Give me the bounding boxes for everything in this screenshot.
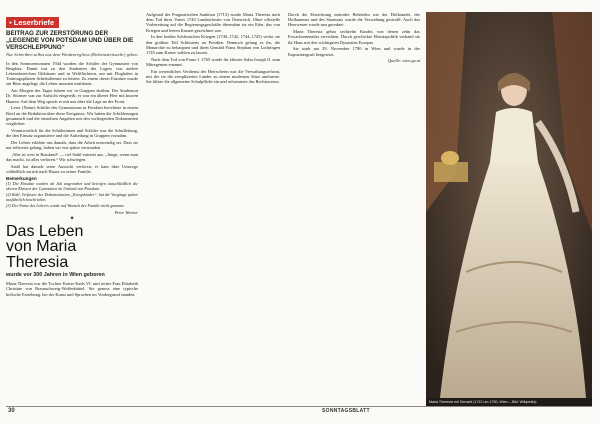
article-paragraph: Nach dem Tod von Franz I. 1765 wurde ihr ältester Sohn Joseph II. zum Mitregenten ernannt. [146,56,280,68]
journal-name: SONNTAGSBLATT [322,408,370,414]
article-paragraph: Maria Theresia war die Tochter Kaiser Karls VI. und seiner Frau Elisabeth Christine von Braunschweig-Wolfenbüttel. Sie genoss eine typische höfische Erziehung, bei der Kunst und Sprachen im Vordergrund standen. [6,281,138,297]
article-paragraph: In den beiden Schlesischen Kriegen (1740–1742, 1744–1745) verlor sie den größten Teil Schlesiens an Preußen. Dennoch gelang es ihr, die Monarchie zu behaupten und ihren Gemahl Franz Stephan von Lothringen 1745 zum Kaiser wählen zu lassen. [146,34,280,56]
article-title-line1: Das Leben [6,222,84,240]
article-title [6,224,138,271]
letter-paragraph: Stahl hat damals seine Aussicht verloren; er kam über Umwege schließlich zurück nach Hause zu seiner Familie. [6,163,138,175]
letter-subline: Nur Schreiben selbst aus dem Windenregliess (Riebenstreiswehr) gehen [6,52,138,58]
section-tag: ▪ Leserbriefe [6,17,59,28]
article-paragraph: Aufgrund der Pragmatischen Sanktion (1713) wurde Maria Theresia nach dem Tod ihres Vaters 1740 Landesfürstin von Österreich. Ohne offizielle Vorbereitung auf die Regierungsgeschäfte übernahm sie ein Erbe, das von Kriegen und leeren Kassen gezeichnet war. [146,12,280,33]
portrait-image [426,12,592,398]
portrait-painting [426,12,592,398]
letters-column [6,12,138,404]
letter-paragraph: Am Morgen des Tages fuhren wir in Gruppen dorthin. Der Studienrat Dr. Stürmer war zur Aufsicht eingeteilt; er war ein älterer Herr mit kurzen Haaren. Auf dem Weg sprach er mit uns über die Lage an der Front. [6,88,138,104]
article-body-2 [146,12,280,84]
letter-paragraph: „Was ist wert in Russland“ — rief Stahl entsetzt aus. „Junge, wenn man das macht, ist alles verloren.“ Wir schwiegen. [6,151,138,163]
letter-headline: BEITRAG ZUR ZERSTÖRUNG DER „LEGENDE VON POTSDAM UND ÜBER DIE VERSCHLEPPUNG“ [6,30,134,51]
letter-paragraph: In den Sommermonaten 1944 wurden die Schüler der Gymnasien von Beuplatz. Damit trat zu den Studenten des Lagers von andere Lebensbereichen Glöhäuser und in Weltflüchtern, um mit Flughafen in Trainingsplätzen Arbeitsdienste zu leisten. Zu einem dieser Einsätze wurde ein Büro angelegt; die Lehrer mussten mitfahren. [6,60,138,87]
article-column-3 [288,12,420,404]
image-caption: Maria Theresia mit Gemahl (1742 um 1750, Wien – Bild: Wikipedia) [426,398,592,406]
article-intro [6,281,138,297]
note-item: (2) Röhl, Verfasser der Dokumentation „Kriegskinder“, hat die Vorgänge später ausführlich beschrieben. [6,192,138,202]
notes-title: Bemerkungen [6,176,37,182]
divider-star-icon: ✦ [69,215,75,222]
crown-icon [441,151,459,165]
article-paragraph: Sie starb am 29. November 1780 in Wien und wurde in der Kapuzinergruft beigesetzt. [288,46,420,57]
article-body-3 [288,12,420,57]
letter-paragraph: Der Lehrer erklärte uns damals, dass die Arbeit notwendig sei. Dass sie nur teilweise gelang, haben wir erst später verstanden. [6,139,138,151]
page-number: 30 [8,408,15,414]
letter-paragraph: Leser (Name) Schüler des Gymnasiums in Potsdam berichtete in einem Brief an die Redaktion über diese Ereignisse. Wir haben die Schilderungen gesammelt und die einzelnen Angaben mit den vorliegenden Dokumenten verglichen. [6,105,138,127]
letter-signature: Peter Werner [114,209,138,215]
article-title-line2: von Maria Theresia [6,238,77,271]
letter-paragraph: Verantwortlich für die Schülerinnen und Schüler war die Schulleitung, die den Einsatz organisierte und die Aufteilung in Gruppen vornahm. [6,127,138,139]
bodice [490,108,538,162]
notes [6,182,138,208]
article-paragraph: Maria Theresia gebar sechzehn Kinder, von denen zehn das Erwachsenenalter erreichten. Durch geschickte Heiratspolitik verband sie ihr Haus mit den wichtigsten Dynastien Europas. [288,29,420,45]
note-item: (3) Der Name des Lehrers wurde auf Wunsch der Familie nicht genannt. [6,202,125,208]
article-source: Quelle: wien.gv.at [388,58,420,64]
article-paragraph: Ein wesentliches Verdienst der Herrscherin war die Verwaltungsreform, mit der sie die zersplitterten Länder zu einem modernen Staat umformte. Sie führte die allgemeine Schulpflicht ein und reformierte das Rechtswesen. [146,68,280,85]
note-item: (1) Die Einsätze wurden ab Juli angeordnet und betrafen ausschließlich die oberen Klassen der Gymnasien im Umland von Potsdam. [6,181,138,192]
footer-rule [6,406,592,407]
article-column-2 [146,12,280,404]
article-subtitle: wurde vor 300 Jahren in Wien geboren [6,272,105,279]
crown-table [434,162,468,182]
letter-body [6,61,138,175]
article-paragraph: Durch die Einrichtung zentraler Behörden wie der Hofkanzlei, der Hofkammer und des Staatsrats wurde die Verwaltung gestrafft. Auch das Heerwesen wurde neu geordnet. [288,12,420,28]
